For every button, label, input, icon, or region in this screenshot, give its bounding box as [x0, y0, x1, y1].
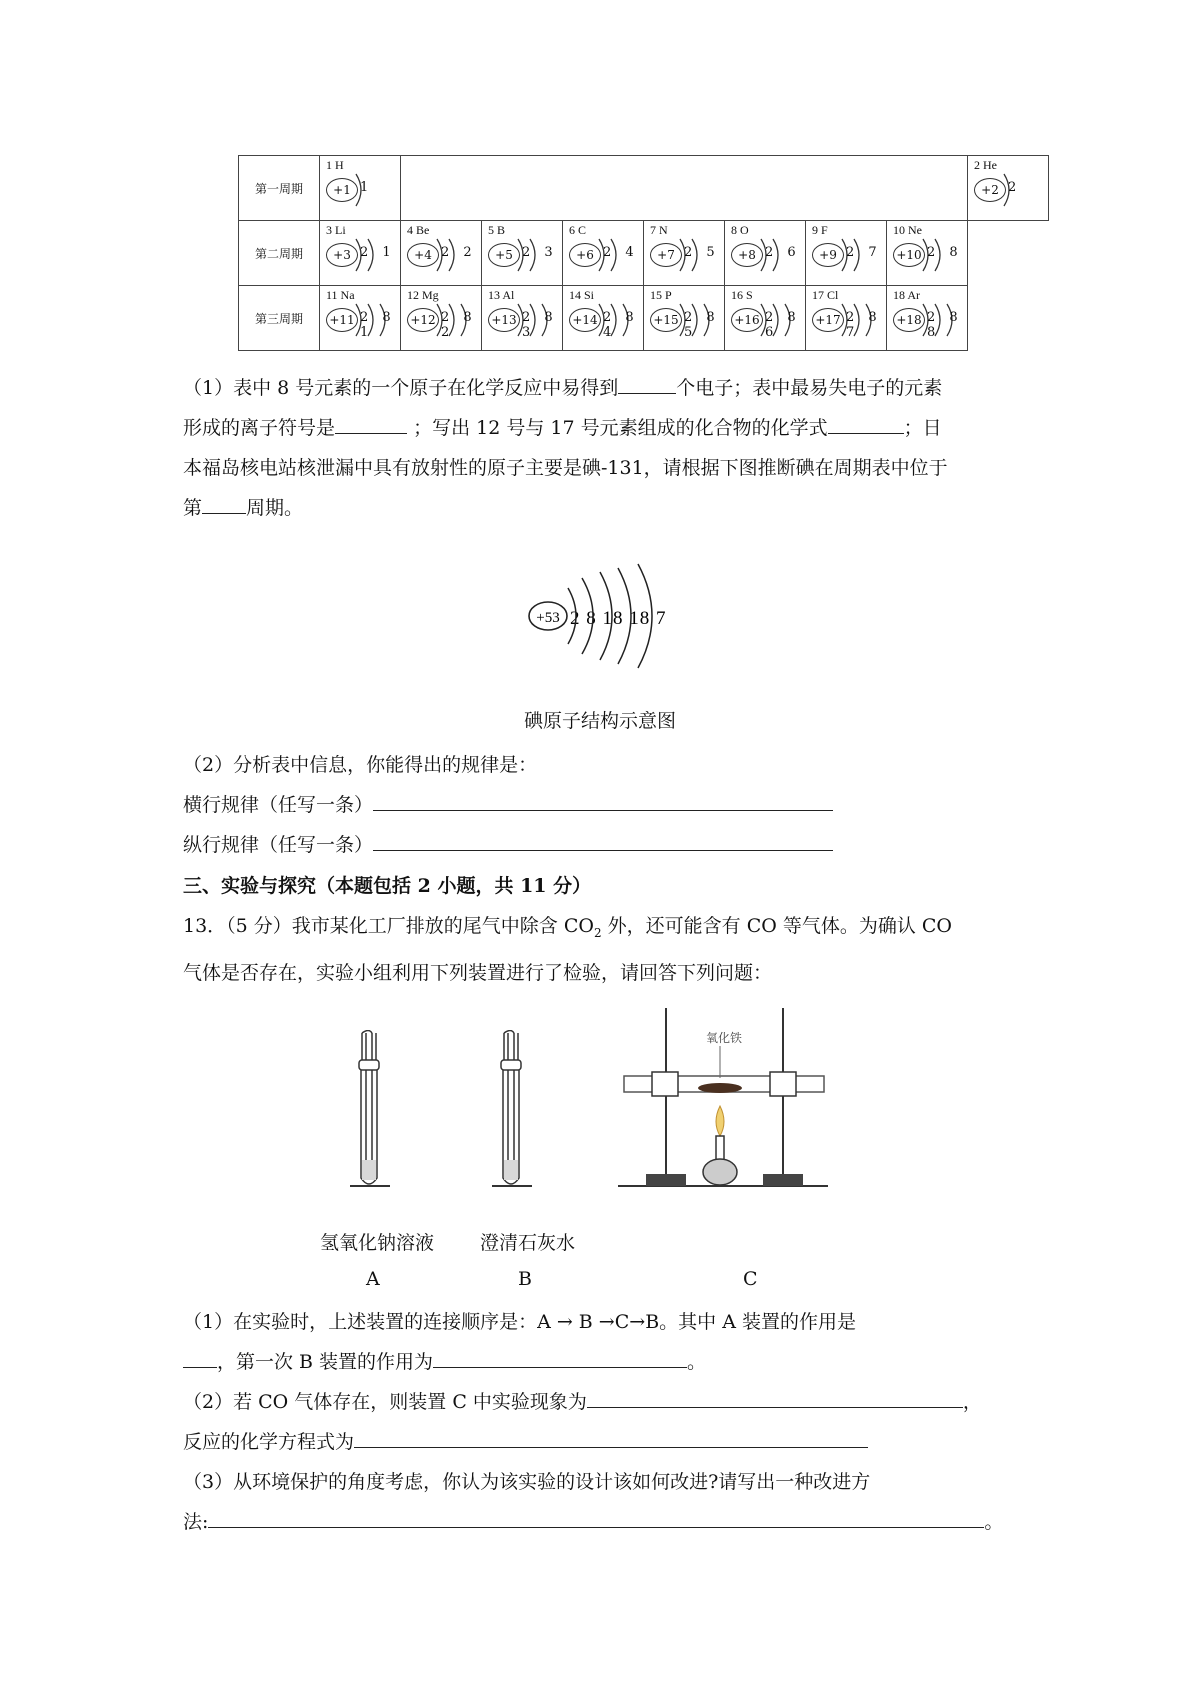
electron-shells: 2 8 6 — [765, 310, 801, 340]
element-name: 2 He — [974, 158, 997, 172]
electron-shells: 2 8 — [927, 245, 963, 260]
electron-shells: 2 8 1 — [360, 310, 396, 340]
label-b-solution: 澄清石灰水 — [480, 1232, 576, 1254]
apparatus-b-drawing — [492, 1030, 532, 1190]
electron-shells: 2 3 — [522, 245, 558, 260]
electron-shells: 2 7 — [846, 245, 882, 260]
element-name: 4 Be — [407, 223, 430, 237]
nucleus-charge: +7 — [650, 243, 682, 267]
shell-arcs — [998, 168, 1046, 216]
element-name: 18 Ar — [893, 288, 920, 302]
element-name: 8 O — [731, 223, 749, 237]
element-name: 9 F — [812, 223, 828, 237]
letter-b: B — [518, 1268, 532, 1290]
answer-blank[interactable] — [433, 1345, 687, 1368]
element-cell — [644, 286, 725, 351]
iron-oxide-tag: 氧化铁 — [706, 1031, 743, 1045]
nucleus-charge: +12 — [407, 308, 439, 332]
element-cell — [644, 221, 725, 286]
element-name: 3 Li — [326, 223, 346, 237]
nucleus-charge: +10 — [893, 243, 925, 267]
electron-shells: 2 6 — [765, 245, 801, 260]
nucleus-charge: +9 — [812, 243, 844, 267]
period-label: 第一周期 — [239, 156, 320, 221]
apparatus-c-drawing — [618, 1008, 828, 1193]
label-a-solution: 氢氧化钠溶液 — [320, 1232, 435, 1254]
periodic-table — [238, 155, 1049, 351]
element-name: 12 Mg — [407, 288, 439, 302]
element-cell — [563, 286, 644, 351]
answer-blank[interactable] — [202, 491, 246, 514]
electron-shells: 2 8 5 — [684, 310, 720, 340]
period-row — [239, 156, 1049, 221]
electron-shells: 2 1 — [360, 245, 396, 260]
nucleus-charge: +11 — [326, 308, 358, 332]
element-cell — [401, 286, 482, 351]
element-cell — [887, 286, 968, 351]
electron-shells: 2 4 — [603, 245, 639, 260]
nucleus-charge: +4 — [407, 243, 439, 267]
element-name: 10 Ne — [893, 223, 922, 237]
element-name: 11 Na — [326, 288, 355, 302]
answer-blank[interactable] — [587, 1385, 963, 1408]
element-cell — [725, 286, 806, 351]
element-cell — [320, 286, 401, 351]
period-label: 第三周期 — [239, 286, 320, 351]
column-rule-blank[interactable] — [373, 828, 833, 851]
electron-shells: 2 8 8 — [927, 310, 963, 340]
nucleus-charge: +13 — [488, 308, 520, 332]
shell-arcs — [350, 168, 398, 216]
element-name: 13 Al — [488, 288, 515, 302]
nucleus-charge: +5 — [488, 243, 520, 267]
nucleus-charge: +17 — [812, 308, 844, 332]
letter-c: C — [743, 1268, 758, 1290]
electron-shells: 1 — [360, 180, 374, 195]
electron-shells: 2 8 3 — [522, 310, 558, 340]
iodine-caption: 碘原子结构示意图 — [523, 710, 676, 732]
answer-blank[interactable] — [828, 411, 904, 434]
period-row — [239, 221, 1049, 286]
flame — [716, 1106, 724, 1136]
empty-region — [401, 156, 968, 221]
element-cell — [482, 221, 563, 286]
answer-blank[interactable] — [354, 1425, 868, 1448]
nucleus-charge: +16 — [731, 308, 763, 332]
question-1-text: （1）表中 8 号元素的一个原子在化学反应中易得到 个电子；表中最易失电子的元素 形成的离子符号是 ；写出 12 号与 17 号元素组成的化合物的化学式 ；日 本福岛核电站核泄漏中具有放射性的原子主要是碘-131，请根据下图推断碘在周期表中位于 第 周期。 — [183, 368, 1028, 528]
electron-shells: 2 5 — [684, 245, 720, 260]
element-cell — [968, 156, 1049, 221]
nucleus-charge: +1 — [326, 178, 358, 202]
nucleus-charge: +2 — [974, 178, 1006, 202]
element-cell — [401, 221, 482, 286]
nucleus-charge: +18 — [893, 308, 925, 332]
electron-shells: 2 2 — [441, 245, 477, 260]
nucleus-charge: +6 — [569, 243, 601, 267]
element-name: 14 Si — [569, 288, 595, 302]
period-row — [239, 286, 1049, 351]
element-name: 1 H — [326, 158, 344, 172]
apparatus-a-drawing — [350, 1030, 390, 1190]
answer-blank[interactable] — [183, 1345, 217, 1368]
electron-shells: 2 — [1008, 180, 1022, 195]
iodine-nucleus-label: +53 — [536, 610, 560, 626]
letter-a: A — [366, 1268, 380, 1290]
element-cell — [482, 286, 563, 351]
element-name: 16 S — [731, 288, 753, 302]
alcohol-lamp — [703, 1159, 737, 1185]
nucleus-charge: +8 — [731, 243, 763, 267]
answer-blank[interactable] — [618, 371, 676, 394]
row-rule-blank[interactable] — [373, 788, 833, 811]
iodine-shells: 2 8 18 18 7 — [570, 608, 667, 629]
question-13-text: 13．（5 分）我市某化工厂排放的尾气中除含 $CO_2$ 外，还可能含有 CO 等气体。为确认 CO 气体是否存在，实验小组利用下列装置进行了检验，请回答下列问题： — [183, 915, 952, 984]
question-2-text: （2）分析表中信息，你能得出的规律是： 横行规律（任写一条） 纵行规律（任写一条） — [183, 745, 1028, 865]
element-cell — [563, 221, 644, 286]
element-name: 6 C — [569, 223, 587, 237]
answer-blank[interactable] — [208, 1505, 984, 1528]
element-name: 5 B — [488, 223, 506, 237]
element-cell — [806, 286, 887, 351]
element-cell — [320, 221, 401, 286]
section-3-title: 三、实验与探究（本题包括 2 小题，共 11 分） — [183, 875, 592, 897]
iron-oxide-sample — [698, 1083, 742, 1093]
electron-shells: 2 8 4 — [603, 310, 639, 340]
period-label: 第二周期 — [239, 221, 320, 286]
electron-shells: 2 8 7 — [846, 310, 882, 340]
nucleus-charge: +3 — [326, 243, 358, 267]
element-name: 17 Cl — [812, 288, 839, 302]
element-cell — [320, 156, 401, 221]
nucleus-charge: +14 — [569, 308, 601, 332]
iodine-atom-diagram — [520, 560, 690, 675]
element-cell — [887, 221, 968, 286]
element-cell — [725, 221, 806, 286]
element-name: 7 N — [650, 223, 668, 237]
element-name: 15 P — [650, 288, 672, 302]
answer-blank[interactable] — [335, 411, 407, 434]
question-13-subquestions: （1）在实验时，上述装置的连接顺序是：A → B →C→B。其中 A 装置的作用是 ，第一次 B 装置的作用为 。 （2）若 CO 气体存在，则装置 C 中实验现象为 ， 反应的化学方程式为 （3）从环境保护的角度考虑，你认为该实验的设计该如何改进?请写出一种改进方 法: 。 — [183, 1311, 1004, 1533]
nucleus-charge: +15 — [650, 308, 682, 332]
element-cell — [806, 221, 887, 286]
electron-shells: 2 8 2 — [441, 310, 477, 340]
